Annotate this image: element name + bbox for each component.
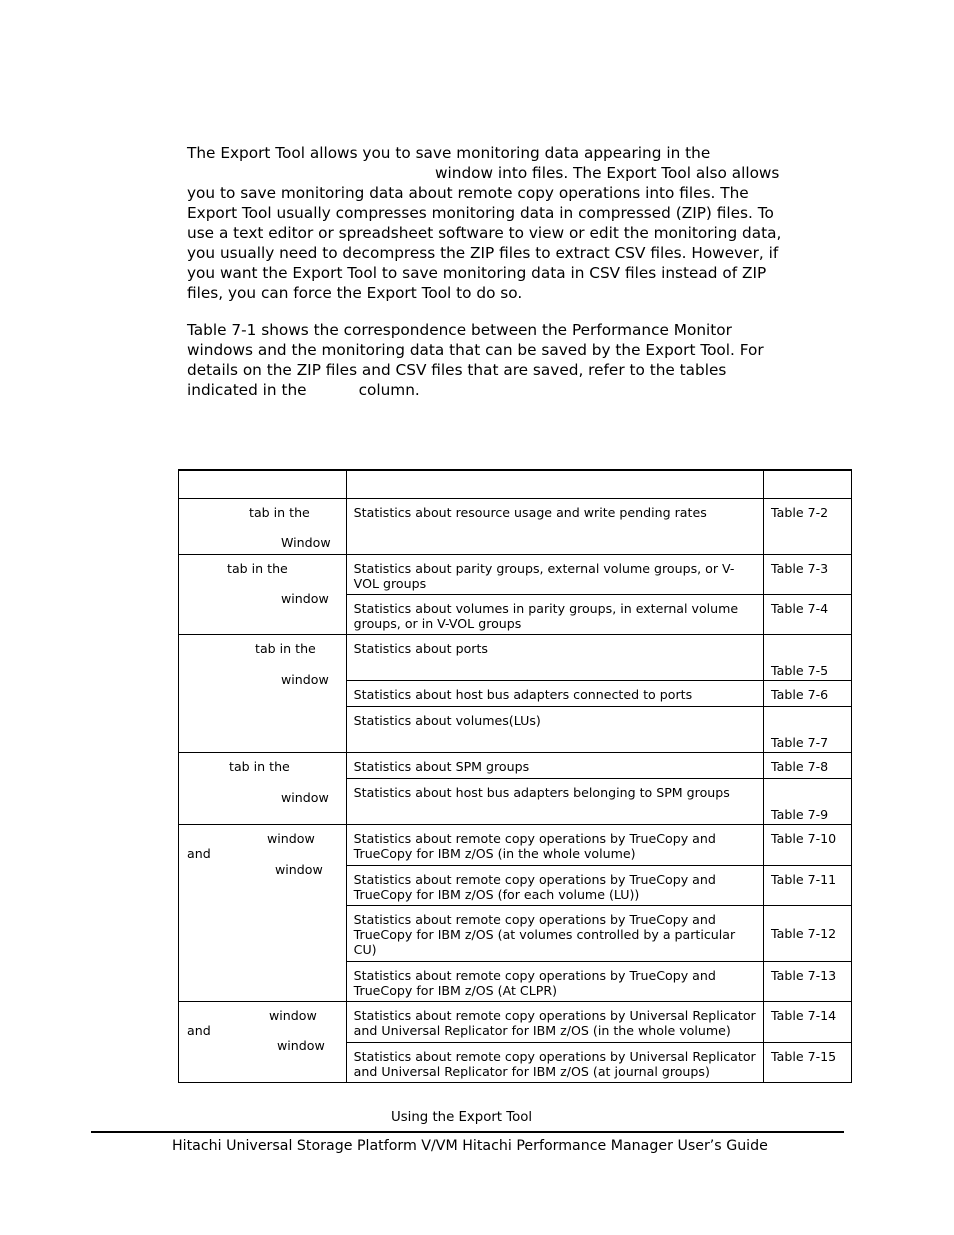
window-label: Window [281, 535, 331, 550]
table-reference: Table 7-11 [764, 866, 852, 906]
window-cell [179, 753, 347, 825]
text-line: details on the ZIP files and CSV files that are saved, refer to the tables [187, 361, 727, 379]
text-line: Table 7-1 shows the correspondence between the Performance Monitor [187, 321, 732, 339]
window-label: tab in the [255, 641, 316, 656]
text-line: window into files. The Export Tool also allows [435, 164, 780, 182]
table-row [179, 753, 852, 779]
window-label: window [281, 672, 329, 687]
text-line: you usually need to decompress the ZIP files to extract CSV files. However, if [187, 244, 779, 262]
data-description: Statistics about remote copy operations by TrueCopy and TrueCopy for IBM z/OS (in the whole volume) [346, 825, 763, 866]
window-label: window [281, 790, 329, 805]
table-reference: Table 7-14 [764, 1002, 852, 1043]
header-cell-reference [764, 470, 852, 499]
footer-divider [91, 1131, 844, 1133]
window-label: tab in the [227, 561, 288, 576]
table-row [179, 1002, 852, 1043]
data-description: Statistics about remote copy operations by TrueCopy and TrueCopy for IBM z/OS (for each volume (LU)) [346, 866, 763, 906]
header-cell-data [346, 470, 763, 499]
text-line: windows and the monitoring data that can be saved by the Export Tool. For [187, 341, 764, 359]
text-line: files, you can force the Export Tool to do so. [187, 284, 523, 302]
table-reference: Table 7-2 [764, 499, 852, 555]
header-cell-window [179, 470, 347, 499]
data-description: Statistics about remote copy operations by TrueCopy and TrueCopy for IBM z/OS (At CLPR) [346, 962, 763, 1002]
window-label: tab in the [229, 759, 290, 774]
data-description: Statistics about remote copy operations by Universal Replicator and Universal Replicator for IBM z/OS (in the whole volume) [346, 1002, 763, 1043]
table-reference: Table 7-8 [764, 753, 852, 779]
text-line: you to save monitoring data about remote copy operations into files. The [187, 184, 749, 202]
data-description: Statistics about ports [346, 635, 763, 681]
window-label: window [267, 831, 315, 846]
data-description: Statistics about remote copy operations by Universal Replicator and Universal Replicator for IBM z/OS (at journal groups) [346, 1043, 763, 1083]
table-row [179, 555, 852, 595]
window-cell [179, 1002, 347, 1083]
table-header-row [179, 470, 852, 499]
window-cell [179, 825, 347, 1002]
data-description: Statistics about volumes(LUs) [346, 707, 763, 753]
data-description: Statistics about SPM groups [346, 753, 763, 779]
window-label: window [281, 591, 329, 606]
data-description: Statistics about host bus adapters connected to ports [346, 681, 763, 707]
data-description: Statistics about volumes in parity groups, in external volume groups, or in V-VOL groups [346, 595, 763, 635]
table-row [179, 635, 852, 681]
table-reference: Table 7-4 [764, 595, 852, 635]
text-line: The Export Tool allows you to save monitoring data appearing in the [187, 144, 711, 162]
intro-paragraph-1 [187, 143, 837, 303]
window-label: window [277, 1038, 325, 1053]
text-line: use a text editor or spreadsheet software to view or edit the monitoring data, [187, 224, 782, 242]
window-cell [179, 635, 347, 753]
export-data-table [178, 469, 852, 1083]
window-cell [179, 499, 347, 555]
window-label: window [275, 862, 323, 877]
table-row [179, 825, 852, 866]
window-label: tab in the [249, 505, 310, 520]
footer-guide-title: Hitachi Universal Storage Platform V/VM Hitachi Performance Manager User’s Guide [172, 1138, 768, 1154]
table-reference: Table 7-9 [764, 779, 852, 825]
table-reference: Table 7-6 [764, 681, 852, 707]
table-reference: Table 7-5 [764, 635, 852, 681]
data-description: Statistics about parity groups, external volume groups, or V-VOL groups [346, 555, 763, 595]
table-reference: Table 7-15 [764, 1043, 852, 1083]
intro-paragraph-2 [187, 320, 837, 400]
text-line: Export Tool usually compresses monitoring data in compressed (ZIP) files. To [187, 204, 774, 222]
window-label: window [269, 1008, 317, 1023]
table-reference: Table 7-10 [764, 825, 852, 866]
window-label: and [187, 846, 211, 861]
data-description: Statistics about remote copy operations by TrueCopy and TrueCopy for IBM z/OS (at volumes controlled by a particular CU) [346, 906, 763, 962]
table-reference: Table 7-13 [764, 962, 852, 1002]
table-reference: Table 7-12 [764, 906, 852, 962]
data-description: Statistics about host bus adapters belonging to SPM groups [346, 779, 763, 825]
window-cell [179, 555, 347, 635]
data-description: Statistics about resource usage and write pending rates [346, 499, 763, 555]
text-line: you want the Export Tool to save monitoring data in CSV files instead of ZIP [187, 264, 767, 282]
table-reference: Table 7-3 [764, 555, 852, 595]
window-label: and [187, 1023, 211, 1038]
table-reference: Table 7-7 [764, 707, 852, 753]
text-line: indicated in the column. [187, 381, 420, 399]
table-row [179, 499, 852, 555]
